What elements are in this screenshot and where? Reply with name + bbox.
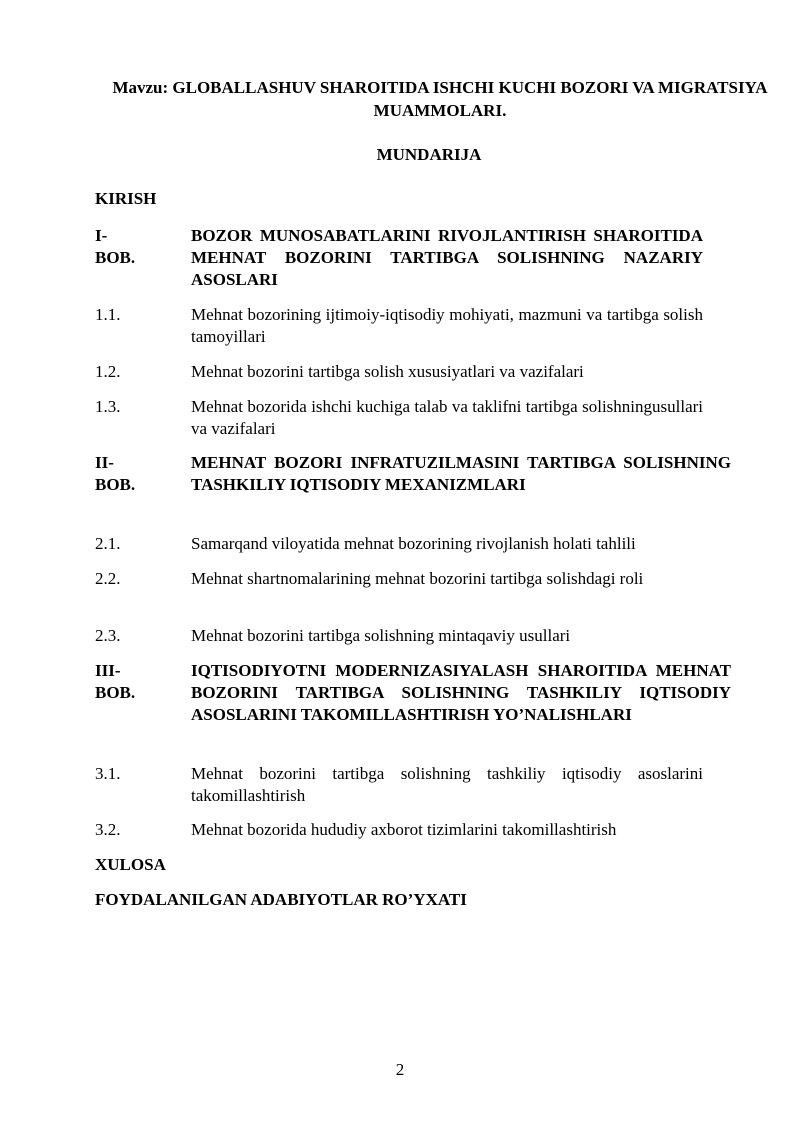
section-title: Mehnat bozorini tartibga solishning mintaqaviy usullari bbox=[191, 626, 571, 645]
toc-references: FOYDALANILGAN ADABIYOTLAR RO’YXATI bbox=[95, 890, 467, 909]
section-title: Mehnat bozorining ijtimoiy-iqtisodiy mohiyati, mazmuni va tartibga solish tamoyillari bbox=[191, 305, 703, 346]
section-number: 3.2. bbox=[95, 820, 121, 839]
section-number: 2.2. bbox=[95, 569, 121, 588]
chapter-title: MEHNAT BOZORI INFRATUZILMASINI TARTIBGA SOLISHNING TASHKILIY IQTISODIY MEXANIZMLARI bbox=[191, 453, 731, 494]
section-title: Mehnat bozorini tartibga solish xususiyatlari va vazifalari bbox=[191, 362, 584, 381]
chapter-title: IQTISODIYOTNI MODERNIZASIYALASH SHAROITIDA MEHNAT BOZORINI TARTIBGA SOLISHNING TASHKILIY IQTISODIY ASOSLARINI TAKOMILLASHTIRISH YO’NALISHLARI bbox=[191, 661, 731, 724]
section-number: 2.3. bbox=[95, 626, 121, 645]
chapter-title: BOZOR MUNOSABATLARINI RIVOJLANTIRISH SHAROITIDA MEHNAT BOZORINI TARTIBGA SOLISHNING NAZARIY ASOSLARI bbox=[191, 226, 703, 289]
document-title: Mavzu: GLOBALLASHUV SHAROITIDA ISHCHI KUCHI BOZORI VA MIGRATSIYA MUAMMOLARI. bbox=[112, 78, 768, 120]
chapter-number: III-BOB. bbox=[95, 661, 136, 702]
section-number: 1.1. bbox=[95, 305, 121, 324]
toc-conclusion: XULOSA bbox=[95, 855, 166, 874]
chapter-number: I-BOB. bbox=[95, 226, 136, 267]
section-title: Mehnat bozorini tartibga solishning tashkiliy iqtisodiy asoslarini takomillashtirish bbox=[191, 764, 703, 805]
section-number: 2.1. bbox=[95, 534, 121, 553]
section-number: 3.1. bbox=[95, 764, 121, 783]
section-number: 1.3. bbox=[95, 397, 121, 416]
section-number: 1.2. bbox=[95, 362, 121, 381]
toc-intro: KIRISH bbox=[95, 189, 157, 208]
section-title: Samarqand viloyatida mehnat bozorining rivojlanish holati tahlili bbox=[191, 534, 636, 553]
page-number: 2 bbox=[395, 1060, 405, 1079]
toc-heading: MUNDARIJA bbox=[376, 145, 482, 164]
section-title: Mehnat bozorida ishchi kuchiga talab va taklifni tartibga solishningusullari va vazifalari bbox=[191, 397, 703, 438]
section-title: Mehnat bozorida hududiy axborot tizimlarini takomillashtirish bbox=[191, 820, 617, 839]
section-title: Mehnat shartnomalarining mehnat bozorini tartibga solishdagi roli bbox=[191, 569, 644, 588]
chapter-number: II-BOB. bbox=[95, 453, 136, 494]
